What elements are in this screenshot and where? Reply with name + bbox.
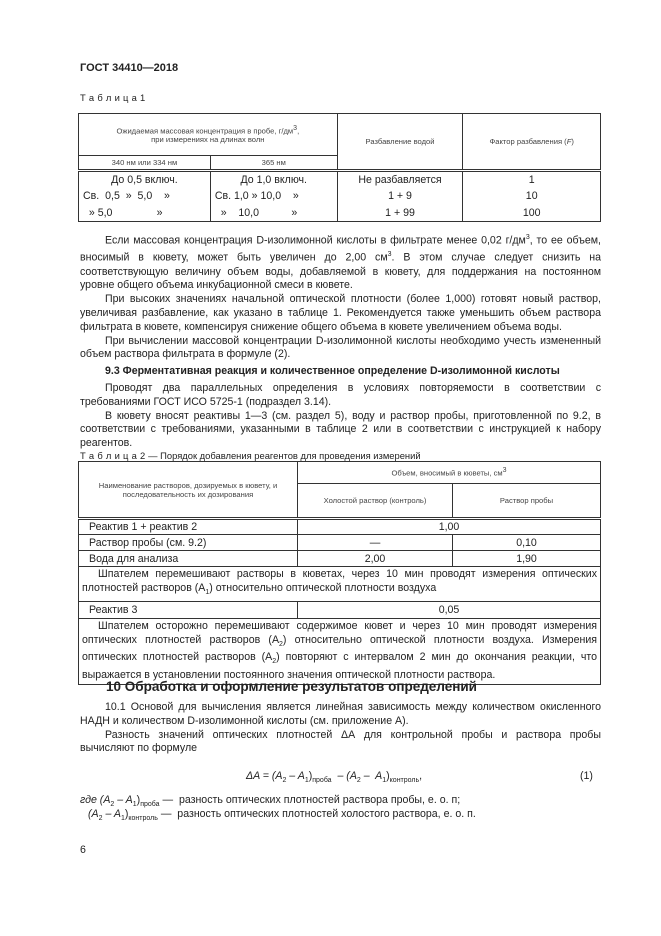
table1-sub-365: 365 нм	[210, 156, 337, 171]
body-text-2	[80, 701, 601, 756]
table-note-row	[79, 618, 601, 684]
cell: Вода для анализа	[79, 551, 298, 567]
table1-head-factor: Фактор разбавления (F)	[463, 114, 601, 171]
table2-head-blank: Холостой раствор (контроль)	[298, 484, 453, 519]
table2-caption: Т а б л и ц а 2 — Порядок добавления реагентов для проведения измерений	[80, 450, 421, 461]
formula-where-2: $(A_2 - A_1)_{контроль}$ — разность оптических плотностей холостого раствора, е. о. п.	[88, 808, 476, 823]
note: Шпателем перемешивают растворы в кюветах, через 10 мин проводят измерения оптических плотностей растворов $(А_1)$ относительно оптической плотности воздуха	[79, 567, 601, 602]
table-note-row	[79, 567, 601, 602]
cell: » 10,0 »	[210, 205, 337, 222]
paragraph: При высоких значениях начальной оптической плотности (более 1,000) готовят новый раствор, увеличивая разбавление, как указано в таблице 1. Рекомендуется также уменьшить объем раствора фильтрата в кювете, компенсируя снижение общего объема в кювете увеличением объема воды.	[80, 293, 601, 333]
cell: 100	[463, 205, 601, 222]
table-row	[79, 205, 601, 222]
cell: Реактив 1 + реактив 2	[79, 519, 298, 535]
table1	[78, 113, 601, 222]
note: Шпателем осторожно перемешивают содержимое кювет и через 10 мин проводят измерения оптических плотностей растворов $(А_2)$ относительно оптической плотности воздуха. Измерения оптических плотностей растворов $(А_2)$ повторяют с интервалом 2 мин до окончания реакции, что выражается в установлении постоянного значения оптической плотности раствора.	[79, 618, 601, 684]
table-row	[79, 551, 601, 567]
table1-head-dilution: Разбавление водой	[337, 114, 463, 171]
cell: Св. 1,0 » 10,0 »	[210, 188, 337, 205]
table2-head-name: Наименование растворов, дозируемых в кювету, и последовательность их дозирования	[79, 462, 298, 519]
table2-head-volume: Объем, вносимый в кюветы, $см^3$	[298, 462, 601, 484]
cell: 2,00	[298, 551, 453, 567]
cell: Раствор пробы (см. 9.2)	[79, 535, 298, 551]
cell: » 5,0 »	[79, 205, 211, 222]
paragraph: 10.1 Основой для вычисления является линейная зависимость между количеством окисленного НАДН и количеством D-изолимонной кислоты (см. приложение А).	[80, 701, 601, 727]
cell: Реактив 3	[79, 601, 298, 618]
cell: Св. 0,5 » 5,0 »	[79, 188, 211, 205]
table2	[78, 461, 601, 685]
table-row	[79, 519, 601, 535]
formula-number: (1)	[580, 770, 593, 782]
table-row	[79, 171, 601, 188]
page-number: 6	[80, 844, 86, 856]
cell: 10	[463, 188, 601, 205]
cell: 1 + 9	[337, 188, 463, 205]
cell: 1,00	[298, 519, 601, 535]
document-header: ГОСТ 34410—2018	[80, 62, 179, 74]
section-10-heading: 10 Обработка и оформление результатов определений	[106, 679, 477, 694]
cell: До 0,5 включ.	[79, 171, 211, 188]
cell: 0,10	[453, 535, 601, 551]
table1-caption: Т а б л и ц а 1	[80, 92, 146, 103]
paragraph: Разность значений оптических плотностей ΔА для контрольной пробы и раствора пробы вычисляют по формуле	[80, 728, 601, 755]
paragraph: Проводят два параллельных определения в условиях повторяемости в соответствии с требованиями ГОСТ ИСО 5725-1 (подраздел 3.14).	[80, 382, 601, 408]
table-row	[79, 535, 601, 551]
paragraph: Если массовая концентрация D-изолимонной кислоты в фильтрате менее 0,02 $г/дм^3$, то ее объем, вносимый в кювету, может быть увеличен до 2,00 $см^3$. В этом случае следует снизить на соответствующую величину объем воды, добавляемой в кювету, для поддержания на постоянном уровне общего объема инкубационной смеси в кювете.	[80, 234, 602, 292]
table1-head-concentration: Ожидаемая массовая концентрация в пробе, $г/дм^3$, при измерениях на длинах волн	[79, 114, 338, 156]
paragraph: В кювету вносят реактивы 1—3 (см. раздел 5), воду и раствор пробы, приготовленной по 9.2, в соответствии с требованиями, указанными в таблице 2 или в соответствии с инструкцией к набору реагентов.	[80, 409, 601, 450]
cell: —	[298, 535, 453, 551]
cell: До 1,0 включ.	[210, 171, 337, 188]
cell: 0,05	[298, 601, 601, 618]
paragraph: При вычислении массовой концентрации D-изолимонной кислоты необходимо учесть измененный объем раствора фильтрата в формуле (2).	[80, 334, 601, 361]
table-row	[79, 188, 601, 205]
cell: 1 + 99	[337, 205, 463, 222]
formula-where-1: где $(A_2 - A_1)_{проба}$ — разность оптических плотностей раствора пробы, е. о. п;	[80, 794, 461, 809]
table2-head-sample: Раствор пробы	[453, 484, 601, 519]
table1-sub-340: 340 нм или 334 нм	[79, 156, 211, 171]
section-9-3-heading: 9.3 Ферментативная реакция и количественное определение D-изолимонной кислоты	[105, 365, 560, 378]
cell: 1,90	[453, 551, 601, 567]
formula-1: $\Delta A = (A_2 - A_1)_{проба} - (A_2 - A_1)_{контроль}$,	[246, 770, 423, 785]
body-text-1	[80, 231, 601, 451]
cell: 1	[463, 171, 601, 188]
cell: Не разбавляется	[337, 171, 463, 188]
table-row	[79, 601, 601, 618]
